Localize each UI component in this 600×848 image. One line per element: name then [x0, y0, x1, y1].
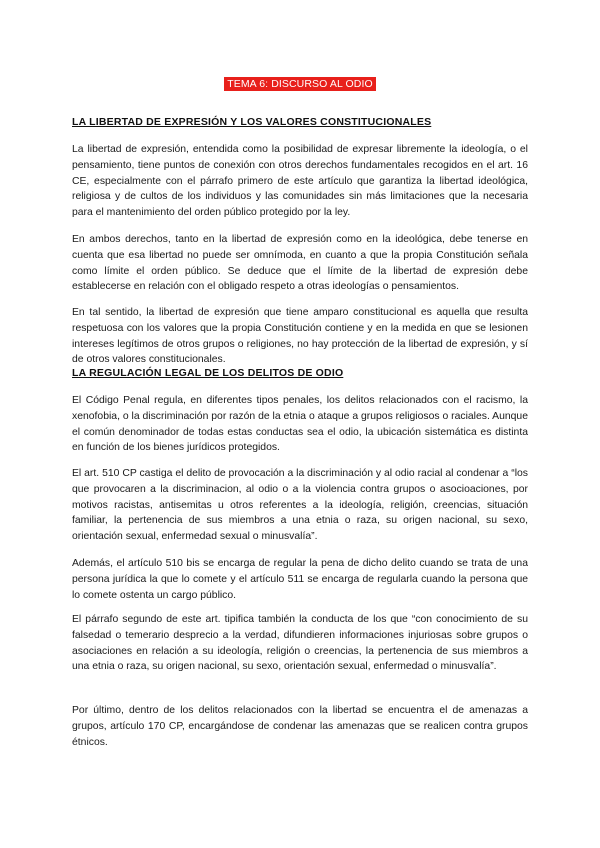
section2-paragraph-5-block: [72, 703, 528, 750]
document-title: TEMA 6: DISCURSO AL ODIO: [224, 77, 376, 91]
section1-heading: LA LIBERTAD DE EXPRESIÓN Y LOS VALORES CONSTITUCIONALES: [72, 116, 432, 128]
section2-paragraph-2-block: [72, 466, 528, 545]
section2-paragraph-3-block: [72, 556, 528, 603]
section1-paragraph-3-block: [72, 305, 528, 368]
section2-paragraph-1: El Código Penal regula, en diferentes tipos penales, los delitos relacionados con el racismo, la xenofobia, o la discriminación por razón de la etnia o ataque a grupos religiosos o raciales. Aunque el común denominador de todas estas conductas sea el odio, la ubicación sistemática es distinta en función de los bienes jurídicos protegidos.: [72, 395, 528, 454]
section1-paragraph-1: La libertad de expresión, entendida como la posibilidad de expresar libremente la ideología, o el pensamiento, tiene puntos de conexión con otros derechos fundamentales recogidos en el art. 16 CE, especialmente con el párrafo primero de este artículo que garantiza la libertad ideológica, religiosa y de cultos de los individuos y las comunidades sin más limitaciones que la necesaria para el mantenimiento del orden público protegido por la ley.: [72, 144, 528, 219]
title-container: [0, 74, 600, 92]
section2-heading: LA REGULACIÓN LEGAL DE LOS DELITOS DE ODIO: [72, 367, 344, 379]
section2-paragraph-5: Por último, dentro de los delitos relacionados con la libertad se encuentra el de amenazas a grupos, artículo 170 CP, encargándose de condenar las amenazas que se realicen contra grupos étnicos.: [72, 705, 528, 748]
section2-paragraph-1-block: [72, 393, 528, 456]
section2-paragraph-3: Además, el artículo 510 bis se encarga de regular la pena de dicho delito cuando se trata de una persona jurídica la que lo comete y el artículo 511 se encarga de regularla cuando la persona que lo comete ostenta un cargo público.: [72, 558, 528, 601]
section2-paragraph-2: El art. 510 CP castiga el delito de provocación a la discriminación y al odio racial al condenar a “los que provocaren a la discriminacion, al odio o a la violencia contra grupos o asocioaciones, por motivos racistas, antisemitas u otros referentes a la ideología, religión, creencias, situación familiar, la pertenencia de sus miembros a una etnia o raza, su origen nacional, su sexo, orientación sexual, enfermedad sexual o minusvalía”.: [72, 468, 528, 543]
section2-paragraph-4-block: [72, 612, 528, 675]
section1-heading-block: [72, 116, 528, 128]
section1-paragraph-2-block: [72, 232, 528, 295]
section1-paragraph-1-block: [72, 142, 528, 221]
section1-paragraph-2: En ambos derechos, tanto en la libertad de expresión como en la ideológica, debe tenerse en cuenta que esa libertad no puede ser omnímoda, en cuanto a que la propia Constitución señala como límite el orden público. Se deduce que el límite de la libertad de expresión debe establecerse en relación con el obligado respeto a otras ideologías o pensamientos.: [72, 234, 528, 293]
section2-paragraph-4: El párrafo segundo de este art. tipifica también la conducta de los que “con conocimiento de su falsedad o temerario desprecio a la verdad, difundieren informaciones injuriosas sobre grupos o asociaciones en relación a su ideología, religión o creencias, la pertenencia de sus miembros a una etnia o raza, su origen nacional, su sexo, orientación sexual, enfermedad o minusvalía”.: [72, 614, 528, 673]
section1-paragraph-3: En tal sentido, la libertad de expresión que tiene amparo constitucional es aquella que resulta respetuosa con los valores que la propia Constitución contiene y en la medida en que se lesionen intereses legítimos de otros grupos o religiones, no hay protección de la libertad de expresión, y sí de otros valores constitucionales.: [72, 307, 528, 366]
section2-heading-block: [72, 367, 528, 379]
